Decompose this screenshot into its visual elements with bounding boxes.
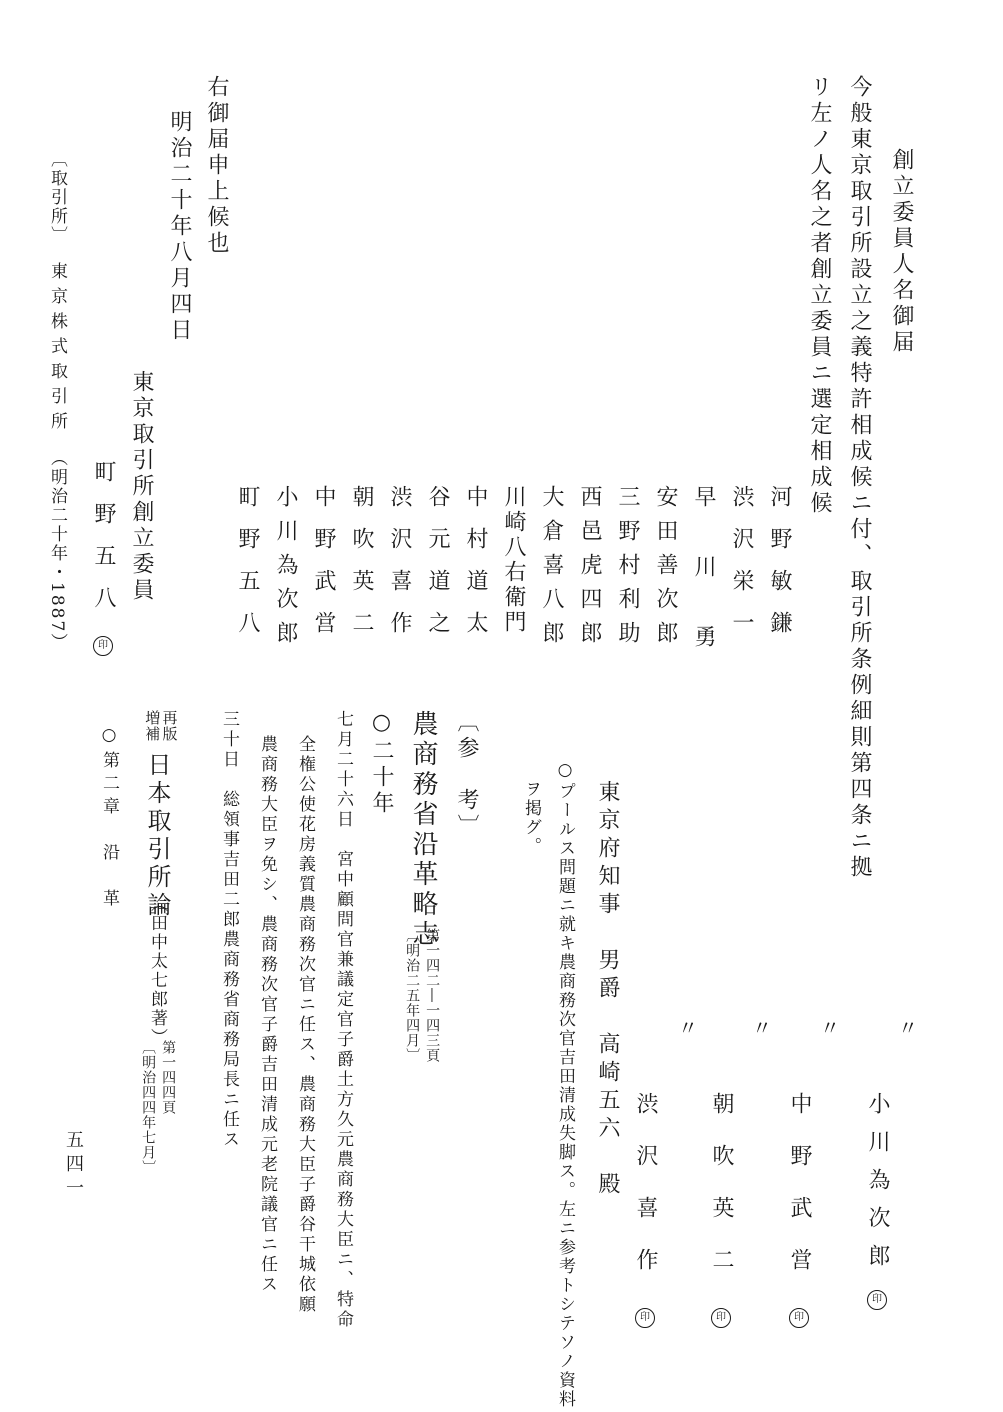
member-name: 河野敏鎌 (767, 485, 792, 653)
member-name: 川崎八右衛門 (501, 485, 526, 635)
entry-2: 三十日 総領事吉田二郎農商務省商務局長ニ任ス (219, 710, 239, 1150)
book2-date: 〔明治四四年七月〕 (140, 1040, 157, 1175)
member-name: 渋沢喜作 (387, 485, 412, 653)
body-line-2: リ左ノ人名之者創立委員ニ選定相成候 (807, 75, 832, 517)
committee-label: 東京取引所創立委員 (129, 370, 154, 604)
signer-name-text: 渋沢喜作 (633, 1092, 658, 1300)
edition-enlarged: 増補 (143, 710, 162, 742)
source-name (48, 262, 65, 652)
source-date: （明治二十年・1887） (47, 449, 67, 653)
date-line: 明治二十年八月四日 (167, 110, 192, 344)
ditto-mark: 〃 (898, 1016, 918, 1040)
book1-title: 農商務省沿革略志 (408, 710, 438, 950)
member-name: 中野武営 (311, 485, 336, 653)
member-name: 西邑虎四郎 (577, 485, 602, 655)
book1-date: 〔明治二五年四月〕 (404, 928, 421, 1063)
edition-reprint: 再版 (160, 710, 179, 742)
reference-note-line-2: ヲ掲グ。 (521, 780, 541, 856)
member-name: 安田善次郎 (653, 485, 678, 655)
seal-icon: 印 (93, 636, 113, 656)
signer-name-text: 小川為次郎 (865, 1092, 890, 1282)
seal-icon: 印 (635, 1308, 655, 1328)
signer-name-text: 中野武営 (787, 1092, 812, 1300)
governor-line: 東京府知事 男爵 高崎五六 殿 (595, 780, 620, 1200)
closing-line: 右御届申上候也 (204, 75, 229, 257)
reference-header: 〔参 考〕 (454, 710, 479, 840)
page-number: 五四一 (63, 1130, 84, 1202)
member-name: 小川為次郎 (273, 485, 298, 655)
chapter-heading: ○第二章 沿 革 (99, 725, 119, 912)
entry-1-line-2: 全権公使花房義質農商務次官ニ任ス、農商務大臣子爵谷干城依願 (295, 735, 315, 1315)
year-heading: ○二十年 (369, 710, 394, 817)
reference-note-line-1: ○プールス問題ニ就キ農商務次官吉田清成失脚ス。左ニ参考トシテソノ資料 (555, 760, 575, 1409)
entry-1-line-1: 七月二十六日 宮中顧問官兼議定官子爵土方久元農商務大臣ニ、特命 (333, 710, 353, 1330)
member-name: 三野村利助 (615, 485, 640, 655)
member-name: 大倉喜八郎 (539, 485, 564, 655)
seal-icon: 印 (789, 1308, 809, 1328)
member-name: 町野五八 (235, 485, 260, 653)
member-name: 早川勇 (691, 485, 716, 695)
ditto-mark: 〃 (820, 1016, 840, 1040)
ditto-mark: 〃 (678, 1016, 698, 1040)
signer-name (866, 1092, 888, 1310)
member-name: 朝吹英二 (349, 485, 374, 653)
book2-pages: 第一四四頁 (160, 1040, 177, 1115)
seal-icon: 印 (867, 1290, 887, 1310)
source-title: 東京株式取引所 (47, 262, 67, 437)
ditto-mark: 〃 (752, 1016, 772, 1040)
signer-name (788, 1092, 810, 1328)
signer-name (710, 1092, 732, 1328)
entry-1-line-3: 農商務大臣ヲ免シ、農商務次官子爵吉田清成元老院議官ニ任ス (257, 735, 277, 1295)
signer-name-text: 朝吹英二 (709, 1092, 734, 1300)
body-line-1: 今般東京取引所設立之義特許相成候ニ付、取引所条例細則第四条ニ拠 (847, 75, 872, 881)
committee-signer (92, 460, 114, 656)
book2-author: （田中太七郎著） (147, 895, 167, 1047)
document-title: 創立委員人名御届 (889, 148, 914, 356)
source-tag: 〔取引所〕 (47, 150, 67, 245)
book1-pages: 第一四二―一四三頁 (424, 928, 441, 1063)
member-name: 渋沢栄一 (729, 485, 754, 653)
signer-name: 町野五八 (91, 460, 116, 628)
seal-icon: 印 (711, 1308, 731, 1328)
member-name: 谷元道之 (425, 485, 450, 653)
book2-title: 日本取引所論 (143, 752, 171, 920)
book2-edition (143, 710, 178, 742)
member-name: 中村道太 (463, 485, 488, 653)
signer-name (634, 1092, 656, 1328)
